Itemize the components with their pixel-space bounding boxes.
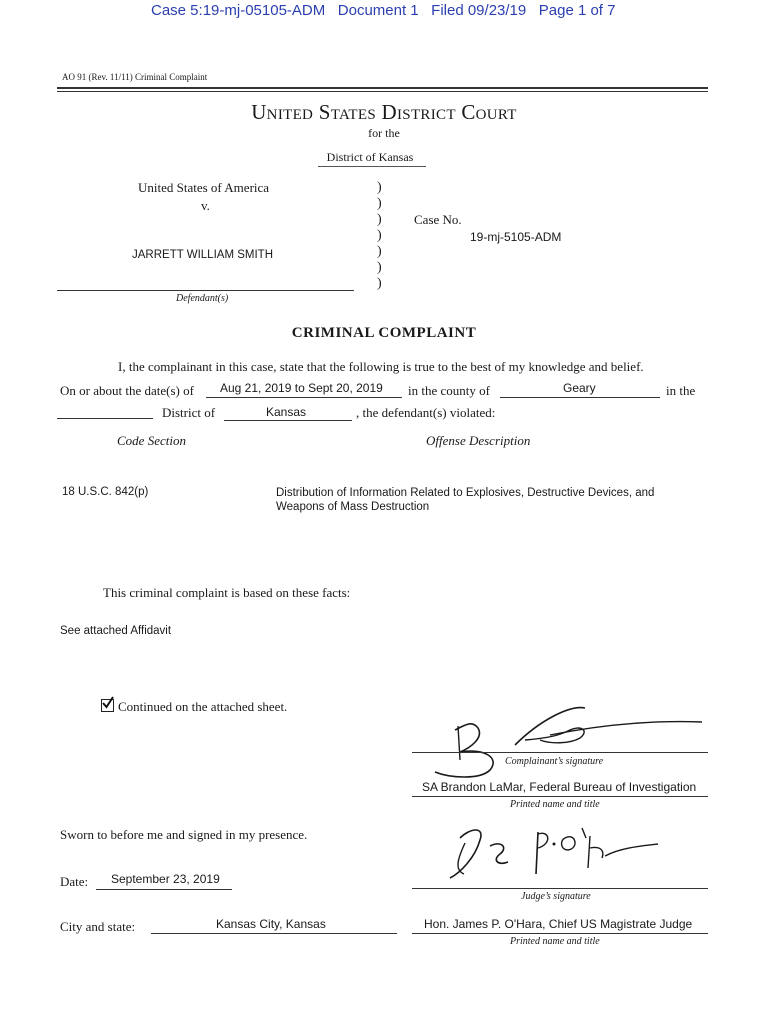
- city-label: City and state:: [60, 919, 136, 934]
- judge-printed-name: Hon. James P. O'Hara, Chief US Magistrate Judge: [424, 917, 693, 931]
- judge-signature: [440, 818, 670, 888]
- date-label: Date:: [60, 874, 89, 889]
- offense-description-line-2: Weapons of Mass Destruction: [276, 501, 430, 513]
- offense-description: [276, 486, 654, 514]
- district-label: District of: [162, 405, 216, 420]
- court-district: District of Kansas: [326, 150, 414, 164]
- continued-text: Continued on the attached sheet.: [118, 699, 288, 714]
- city-value: Kansas City, Kansas: [216, 917, 326, 931]
- versus: v.: [201, 198, 210, 213]
- stamp-filed-date: Filed 09/23/19: [431, 2, 527, 19]
- date-range: Aug 21, 2019 to Sept 20, 2019: [220, 381, 383, 395]
- continued-row: [101, 698, 287, 715]
- stamp-page: Page 1 of 7: [538, 2, 616, 19]
- facts-value: See attached Affidavit: [60, 625, 172, 637]
- offense-description-header: Offense Description: [426, 433, 531, 448]
- court-title: United States District Court: [251, 100, 517, 124]
- complaint-intro: I, the complainant in this case, state that the following is true to the best of my knowledge and belief.: [118, 359, 644, 374]
- facts-label: This criminal complaint is based on these facts:: [103, 585, 351, 600]
- district-value-underline: [224, 420, 352, 421]
- complainant-printed-label: Printed name and title: [510, 799, 600, 810]
- judge-signature-line: [412, 888, 708, 889]
- case-no-label: Case No.: [414, 212, 462, 227]
- county-underline: [500, 397, 660, 398]
- date-prefix: On or about the date(s) of: [60, 383, 194, 398]
- header-rule-thin: [57, 91, 708, 92]
- case-stamp: [151, 2, 615, 19]
- offense-description-line-1: Distribution of Information Related to Explosives, Destructive Devices, and: [276, 487, 655, 499]
- district-underline: [318, 166, 426, 167]
- sworn-date: September 23, 2019: [111, 872, 220, 886]
- stamp-document: Document 1: [337, 2, 419, 19]
- complainant-signature-line: [412, 752, 708, 753]
- defendant-rule: [57, 290, 354, 291]
- county-value: Geary: [563, 381, 596, 395]
- complainant-signature: [430, 700, 720, 785]
- complaint-heading: CRIMINAL COMPLAINT: [291, 325, 477, 341]
- defendant-name: JARRETT WILLIAM SMITH: [132, 249, 273, 261]
- violated-text: , the defendant(s) violated:: [356, 405, 496, 420]
- complainant-printed-name: SA Brandon LaMar, Federal Bureau of Investigation: [422, 780, 697, 794]
- code-section-header: Code Section: [117, 433, 186, 448]
- stamp-case-number: Case 5:19-mj-05105-ADM: [151, 2, 326, 19]
- court-for-the: for the: [368, 126, 400, 140]
- in-the: in the: [666, 383, 696, 398]
- complainant-name-line: [412, 796, 708, 797]
- date-range-underline: [206, 397, 402, 398]
- checkmark-icon: [101, 696, 115, 710]
- judge-signature-label: Judge’s signature: [521, 891, 591, 902]
- case-no-value: 19-mj-5105-ADM: [470, 230, 562, 244]
- defendant-label: Defendant(s): [176, 293, 229, 304]
- checked-checkbox[interactable]: [101, 699, 114, 712]
- offense-code: 18 U.S.C. 842(p): [62, 486, 149, 498]
- sworn-statement: Sworn to before me and signed in my presence.: [60, 827, 308, 842]
- sworn-date-underline: [96, 889, 232, 890]
- county-prefix: in the county of: [408, 383, 490, 398]
- judge-printed-label: Printed name and title: [510, 936, 600, 947]
- header-rule: [57, 87, 708, 89]
- plaintiff-name: United States of America: [138, 180, 270, 195]
- district-value: Kansas: [266, 405, 307, 419]
- judge-name-line: [412, 933, 708, 934]
- district-blank-underline: [57, 418, 153, 419]
- city-underline: [151, 933, 397, 934]
- form-id: AO 91 (Rev. 11/11) Criminal Complaint: [62, 72, 208, 82]
- complainant-signature-label: Complainant’s signature: [505, 756, 604, 767]
